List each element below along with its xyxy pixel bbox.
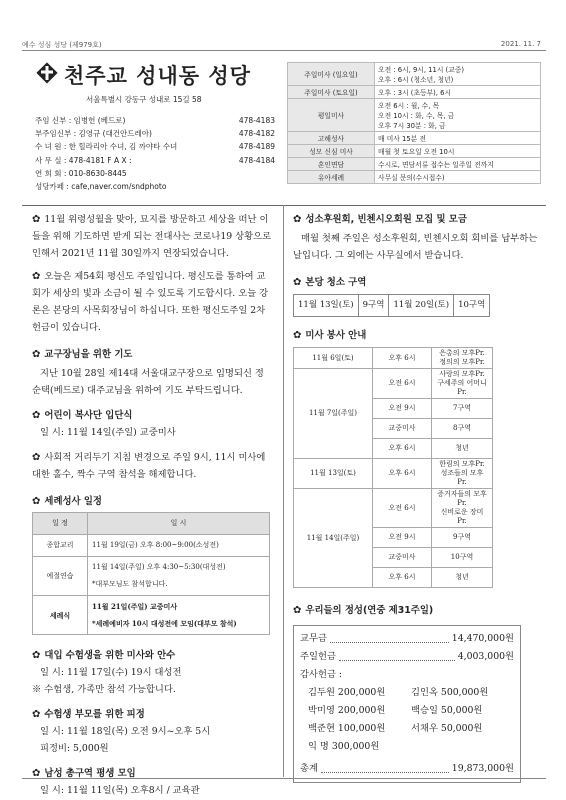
page-title: 천주교 성내동 성당 xyxy=(64,63,251,88)
service-group: 청년 xyxy=(432,439,493,459)
mass-times: 오후 : 3시 (초등부), 6시 xyxy=(375,86,541,99)
section-text: ※ 수험생, 가족만 참석 가능합니다. xyxy=(32,684,176,695)
section-title: ✿ 미사 봉사 안내 xyxy=(293,330,367,341)
service-group: 8구역 xyxy=(432,419,493,439)
flower-bullet-icon: ✿ xyxy=(32,768,41,779)
schedule-header: 일 시 xyxy=(88,513,270,535)
offering-box xyxy=(293,625,521,783)
flower-bullet-icon: ✿ xyxy=(32,214,41,225)
staff-phone: 478-4189 xyxy=(238,142,275,152)
schedule-row xyxy=(33,596,270,635)
mass-schedule-table xyxy=(287,62,541,184)
mass-times: 매월 첫 토요일 오전 10시 xyxy=(375,145,541,158)
bulletin-date: 2021. 11. 7 xyxy=(500,40,541,48)
service-time: 오후 6시 xyxy=(373,568,432,588)
staff-info: 성당카페 : cafe,naver.com/sndphoto xyxy=(35,181,167,191)
section-title: ✿ 세례성사 일정 xyxy=(32,496,102,507)
schedule-time: 11월 19일(금) 오후 8:00~9:00(소성전) xyxy=(88,535,270,557)
flower-bullet-icon: ✿ xyxy=(293,214,302,225)
offering-row: 교무금 14,470,000원 xyxy=(300,630,514,648)
church-logo-icon xyxy=(36,62,58,84)
service-row xyxy=(294,348,493,369)
service-date: 11월 13일(토) xyxy=(294,459,373,489)
left-column xyxy=(32,211,272,799)
zone-date: 11월 20일(토) xyxy=(389,295,454,317)
donor-entry: 서채우 50,000원 xyxy=(411,723,483,734)
offering-total: 총계 19,873,000원 xyxy=(300,760,514,778)
bulletin-issue: 예수 성심 성당 (제979호) xyxy=(22,41,102,49)
service-row xyxy=(294,369,493,399)
schedule-time: 11월 14일(주일) 오후 4:30~5:30(대성전) *대부모님도 참석합니다. xyxy=(88,557,270,596)
mass-times: 수시로, 면담서류 접수는 일주일 전까지 xyxy=(375,158,541,171)
service-date: 11월 7일(주일) xyxy=(294,369,373,459)
service-time: 오후 6시 xyxy=(373,459,432,489)
section-title: ✿ 수험생 부모를 위한 피정 xyxy=(32,709,145,720)
mass-times: 사무실 문의(수시접수) xyxy=(375,171,541,184)
church-address: 서울특별시 강동구 성내로 15길 58 xyxy=(86,95,202,104)
mass-label: 혼인면담 xyxy=(288,158,375,171)
donor-entry: 박미영 200,000원 xyxy=(308,705,386,716)
mass-times: 매 미사 15분 전 xyxy=(375,132,541,145)
mass-label: 주일미사 (일요일) xyxy=(288,63,375,86)
flower-bullet-icon: ✿ xyxy=(32,271,41,282)
service-date: 11월 6일(토) xyxy=(294,348,373,369)
service-group: 10구역 xyxy=(432,548,493,568)
mass-times: 오전 6시 : 월, 수, 목 오전 10시 : 화, 수, 목, 금 오후 7시 30분 : 화, 금 xyxy=(375,99,541,132)
section-title: ✿ 성소후원회, 빈첸시오회원 모집 및 모금 xyxy=(293,214,467,225)
service-time: 교중미사 xyxy=(373,548,432,568)
service-group: 한림의 모후Pr. 성조들의 모후Pr. xyxy=(432,459,493,489)
mass-label: 고해성사 xyxy=(288,132,375,145)
zone-area: 9구역 xyxy=(358,295,389,317)
section-title: ✿ 어린이 복사단 입단식 xyxy=(32,410,133,421)
staff-list xyxy=(35,114,275,193)
staff-row xyxy=(35,167,275,180)
section-text: 지난 10월 28일 제14대 서울대교구장으로 임명되신 정순택(베드로) 대주교님을 위하여 기도 부탁드립니다. xyxy=(32,368,264,396)
staff-info: 부주임신부 : 김영규 (대건안드레아) xyxy=(35,129,152,139)
flower-bullet-icon: ✿ xyxy=(32,709,41,720)
flower-bullet-icon: ✿ xyxy=(32,452,41,463)
donor-entry: 김인옥 500,000원 xyxy=(411,687,489,698)
mass-row xyxy=(288,158,541,171)
section-title: ✿ 교구장님을 위한 기도 xyxy=(32,349,133,360)
service-time: 교중미사 xyxy=(373,419,432,439)
donor-entry: 익 명 300,000원 xyxy=(308,741,380,752)
schedule-item: 종합교리 xyxy=(33,535,88,557)
flower-bullet-icon: ✿ xyxy=(293,330,302,341)
section-text: 피정비: 5,000원 xyxy=(40,743,109,754)
section-title: ✿ 우리들의 정성(연중 제31주일) xyxy=(293,605,434,616)
flower-bullet-icon: ✿ xyxy=(32,410,41,421)
flower-bullet-icon: ✿ xyxy=(293,605,302,616)
schedule-time: 11월 21일(주일) 교중미사 *세례예비자 10시 대성전에 모임(대부모 참석) xyxy=(88,596,270,635)
service-time: 오후 6시 xyxy=(373,348,432,369)
service-group: 청년 xyxy=(432,568,493,588)
service-time: 오전 9시 xyxy=(373,399,432,419)
service-group: 7구역 xyxy=(432,399,493,419)
right-column xyxy=(293,211,543,783)
section-title: ✿ 본당 청소 구역 xyxy=(293,277,367,288)
offering-label: 감사헌금 : xyxy=(300,669,343,680)
service-time: 오전 6시 xyxy=(373,369,432,399)
section-text: 매월 첫째 주일은 성소후원회, 빈첸시오회 회비를 납부하는 날입니다. 그 외에는 사무실에서 받습니다. xyxy=(293,233,538,261)
staff-info: 연 희 회 : 010-8630-8445 xyxy=(35,168,127,178)
section-text: 일 시: 11월 18일(목) 오전 9시~오후 5시 xyxy=(40,726,211,737)
mass-label: 주일미사 (토요일) xyxy=(288,86,375,99)
notice-paragraph: ✿ 11월 위령성월을 맞아, 묘지를 방문하고 세상을 떠난 이들을 위해 기도하면 받게 되는 전대사는 코로나19 상황으로 인해서 2021년 11월 30일까지 연장되었습니다. xyxy=(32,214,272,259)
mass-label: 유아세례 xyxy=(288,171,375,184)
mass-row xyxy=(288,145,541,158)
zone-area: 10구역 xyxy=(454,295,490,317)
mass-label: 평일미사 xyxy=(288,99,375,132)
donor-entry: 김두원 200,000원 xyxy=(308,687,386,698)
service-date: 11월 14일(주일) xyxy=(294,489,373,588)
service-group: 은총의 모후Pr. 정의의 모후Pr. xyxy=(432,348,493,369)
donor-list xyxy=(300,684,514,756)
mass-times: 오전 : 6시, 9시, 11시 (교중) 오후 : 6시 (청소년, 청년) xyxy=(375,63,541,86)
staff-info: 사 무 실 : 478-4181 F A X : xyxy=(35,155,132,165)
staff-row xyxy=(35,180,275,193)
baptism-schedule-table xyxy=(32,512,270,635)
service-group: 사랑의 모후Pr. 구세주의 어머니Pr. xyxy=(432,369,493,399)
flower-bullet-icon: ✿ xyxy=(293,277,302,288)
staff-info: 수 녀 원 : 한 힐라리아 수녀, 김 까야타 수녀 xyxy=(35,142,178,152)
section-text: 일 시: 11월 17일(수) 19시 대성전 xyxy=(40,667,182,678)
staff-row xyxy=(35,114,275,127)
flower-bullet-icon: ✿ xyxy=(32,650,41,661)
flower-bullet-icon: ✿ xyxy=(32,349,41,360)
service-row xyxy=(294,489,493,528)
notice-paragraph: ✿ 사회적 거리두기 지침 변경으로 주일 9시, 11시 미사에 대한 홀수, 짝수 구역 참석을 해제합니다. xyxy=(32,452,266,480)
section-title: ✿ 대입 수험생을 위한 미사와 안수 xyxy=(32,650,176,661)
schedule-row xyxy=(33,557,270,596)
service-time: 오전 6시 xyxy=(373,489,432,528)
mass-row xyxy=(288,132,541,145)
service-time: 오후 6시 xyxy=(373,439,432,459)
donor-entry: 백준현 100,000원 xyxy=(308,723,386,734)
section-text: 일 시: 11월 14일(주일) 교중미사 xyxy=(40,427,176,438)
section-divider xyxy=(22,205,546,206)
section-title: ✿ 남성 총구역 평생 모임 xyxy=(32,768,136,779)
mass-row xyxy=(288,99,541,132)
top-rule xyxy=(22,50,546,51)
service-group: 증거자들의 모후Pr. 신비로운 장미Pr. xyxy=(432,489,493,528)
service-time: 오전 9시 xyxy=(373,528,432,548)
staff-row xyxy=(35,140,275,153)
staff-row xyxy=(35,154,275,167)
mass-label: 성모 신심 미사 xyxy=(288,145,375,158)
staff-phone: 478-4182 xyxy=(238,129,275,139)
mass-row xyxy=(288,171,541,184)
service-row xyxy=(294,459,493,489)
schedule-header: 일 정 xyxy=(33,513,88,535)
donor-entry: 백승일 50,000원 xyxy=(411,705,483,716)
section-text: 일 시: 11월 11일(목) 오후8시 / 교육관 xyxy=(40,785,200,796)
bottom-rule xyxy=(22,778,546,779)
staff-info: 주임 신부 : 임병헌 (베드로) xyxy=(35,116,126,125)
staff-phone: 478-4183 xyxy=(238,116,275,125)
zone-date: 11월 13일(토) xyxy=(294,295,359,317)
mass-service-table xyxy=(293,347,493,588)
schedule-item: 예절연습 xyxy=(33,557,88,596)
notice-paragraph: ✿ 오늘은 제54회 평신도 주일입니다. 평신도를 통하여 교회가 세상의 빛과 소금이 될 수 있도록 기도합시다. 오늘 강론은 본당의 사목회장님이 하십니다. 또한 평신도주일 2차 헌금이 있습니다. xyxy=(32,271,269,333)
staff-phone: 478-4184 xyxy=(238,155,275,165)
mass-row xyxy=(288,63,541,86)
column-divider xyxy=(283,205,284,777)
staff-row xyxy=(35,127,275,140)
donor-entry xyxy=(411,738,514,756)
service-group: 9구역 xyxy=(432,528,493,548)
offering-row: 주일헌금 4,003,000원 xyxy=(300,648,514,666)
flower-bullet-icon: ✿ xyxy=(32,496,41,507)
schedule-row xyxy=(33,535,270,557)
schedule-item: 세례식 xyxy=(33,596,88,635)
cleaning-zone-table xyxy=(293,294,490,317)
mass-row xyxy=(288,86,541,99)
